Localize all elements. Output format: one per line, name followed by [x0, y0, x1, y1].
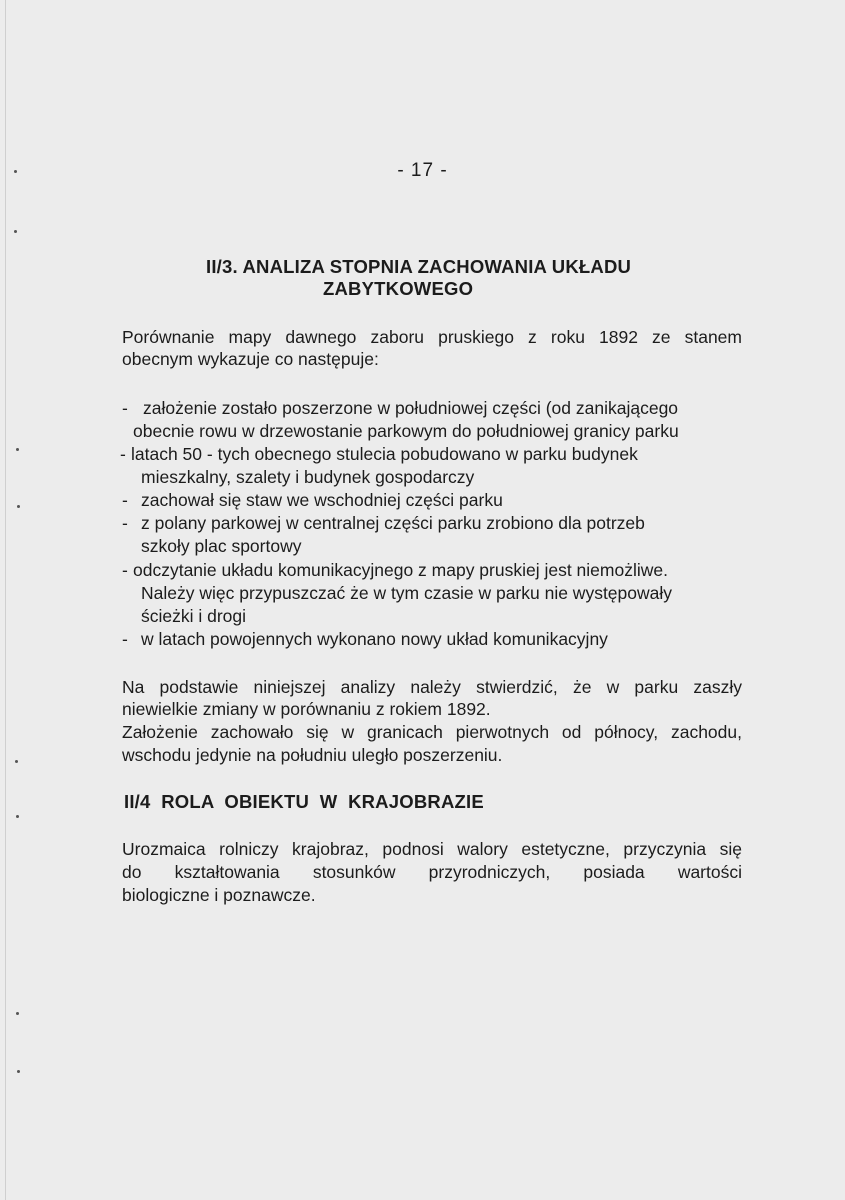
intro-line: obecnym wykazuje co następuje:	[122, 349, 379, 369]
page-number: - 17 -	[397, 160, 448, 181]
scan-speck	[16, 815, 19, 818]
bullet-line: latach 50 - tych obecnego stulecia pobudowano w parku budynek	[131, 444, 638, 464]
scan-speck	[16, 1012, 19, 1015]
bullet-line: szkoły plac sportowy	[141, 536, 302, 556]
section-heading-line2: ZABYTKOWEGO	[323, 278, 474, 299]
section-heading-2: II/4 ROLA OBIEKTU W KRAJOBRAZIE	[124, 791, 484, 812]
bullet-line: z polany parkowej w centralnej części parku zrobiono dla potrzeb	[141, 513, 645, 533]
bullet-dash: -	[122, 560, 128, 580]
scan-speck	[16, 448, 19, 451]
intro-line: Porównanie mapy dawnego zaboru pruskiego z roku 1892 ze stanem	[122, 327, 742, 347]
bullet-dash: -	[122, 398, 128, 418]
bullet-dash: -	[122, 629, 128, 649]
bullet-line: założenie zostało poszerzone w południowej części (od zanikającego	[143, 398, 679, 418]
conclusion-line: wschodu jedynie na południu uległo poszerzeniu.	[122, 745, 503, 765]
bullet-line: zachował się staw we wschodniej części parku	[141, 490, 503, 510]
paragraph-line: biologiczne i poznawcze.	[122, 885, 316, 905]
paragraph-line: Urozmaica rolniczy krajobraz, podnosi walory estetyczne, przyczynia się	[122, 839, 742, 859]
bullet-line: obecnie rowu w drzewostanie parkowym do południowej granicy parku	[133, 421, 679, 441]
scan-speck	[15, 760, 18, 763]
bullet-line: w latach powojennych wykonano nowy układ komunikacyjny	[141, 629, 608, 649]
bullet-dash: -	[120, 444, 126, 464]
scan-speck	[17, 1070, 20, 1073]
scan-speck	[14, 230, 17, 233]
conclusion-line: niewielkie zmiany w porównaniu z rokiem 1892.	[122, 699, 491, 719]
section-heading-line1: II/3. ANALIZA STOPNIA ZACHOWANIA UKŁADU	[206, 256, 632, 277]
bullet-line: mieszkalny, szalety i budynek gospodarczy	[141, 467, 475, 487]
scan-speck	[17, 505, 20, 508]
bullet-line: odczytanie układu komunikacyjnego z mapy pruskiej jest niemożliwe.	[133, 560, 668, 580]
conclusion-line: Na podstawie niniejszej analizy należy stwierdzić, że w parku zaszły	[122, 677, 742, 697]
paragraph-line: do kształtowania stosunków przyrodniczych, posiada wartości	[122, 862, 742, 882]
bullet-dash: -	[122, 513, 128, 533]
bullet-line: ścieżki i drogi	[141, 606, 247, 626]
bullet-line: Należy więc przypuszczać że w tym czasie w parku nie występowały	[141, 583, 673, 603]
bullet-dash: -	[122, 490, 128, 510]
conclusion-line: Założenie zachowało się w granicach pierwotnych od północy, zachodu,	[122, 722, 742, 742]
